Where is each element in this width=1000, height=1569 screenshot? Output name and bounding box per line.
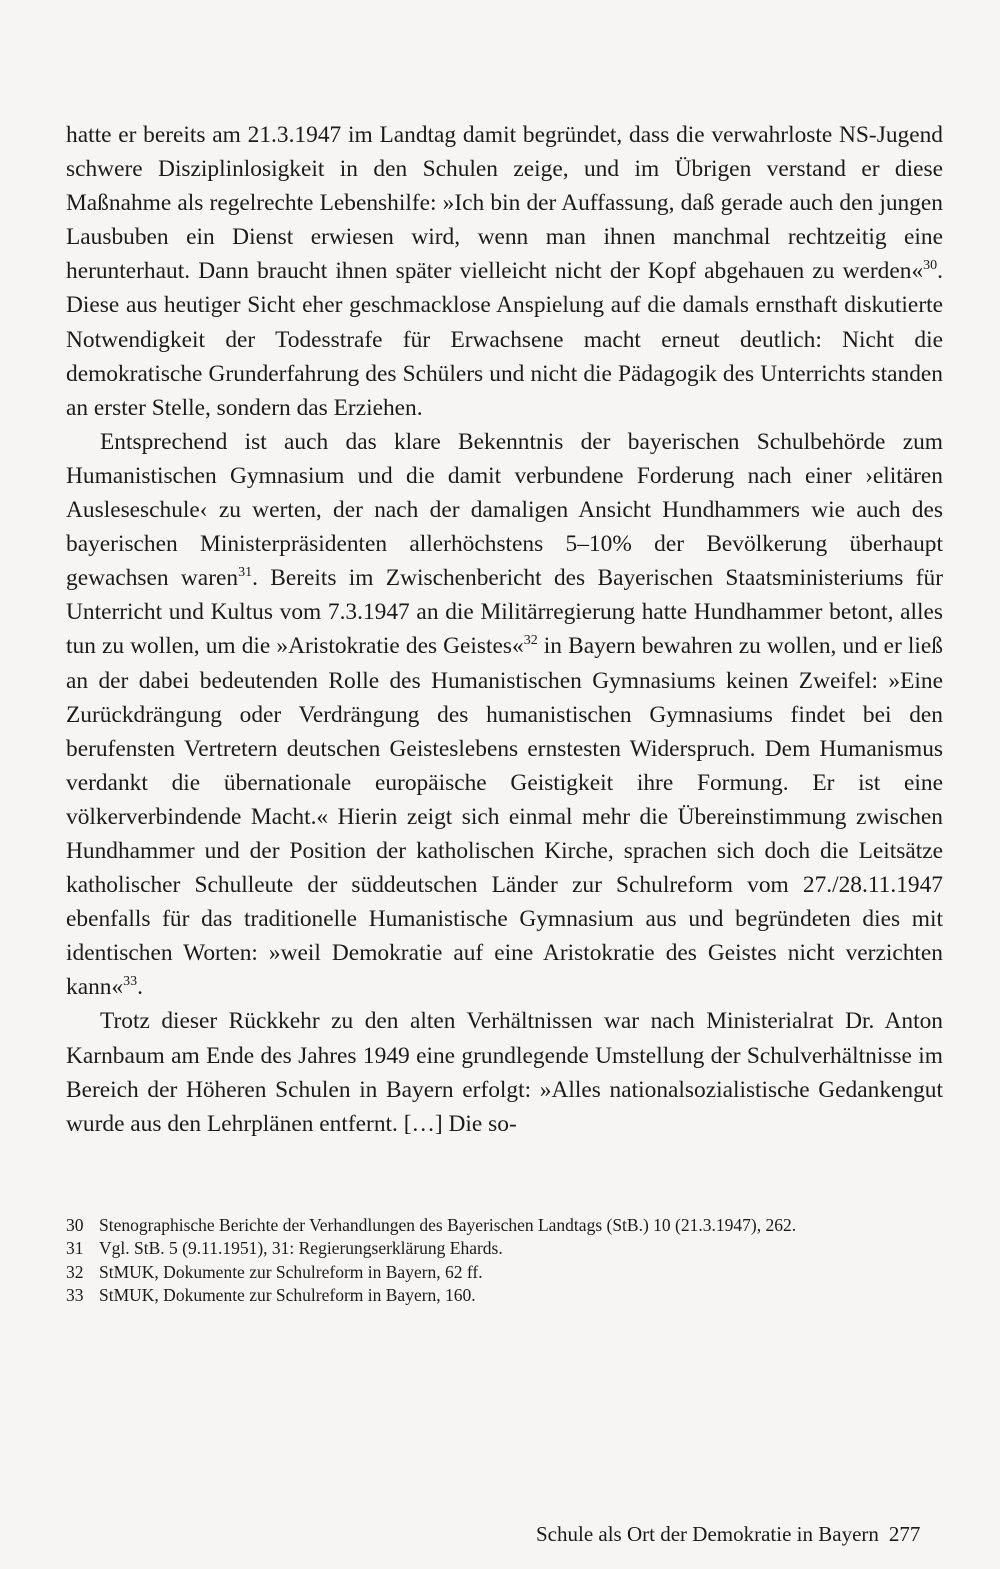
footnote-text: StMUK, Dokumente zur Schulreform in Bayern, 62 ff. [99,1261,483,1282]
main-text [66,118,943,1141]
footnote [66,1237,946,1260]
running-title: Schule als Ort der Demokratie in Bayern [536,1522,879,1546]
footnote-number: 32 [66,1261,84,1282]
footnote-number: 31 [66,1238,84,1259]
footnote [66,1261,946,1284]
footnote-text: StMUK, Dokumente zur Schulreform in Bayern, 160. [99,1284,476,1305]
paragraph-2 [66,425,943,1005]
text-run: in Bayern bewahren zu wollen, und er ließ an der dabei bedeutenden Rolle des Humanistischen Gymnasiums keinen Zweifel: »Eine Zurückdrängung oder Verdrängung des humanistischen Gymnasiums findet bei den berufensten Vertretern deutschen Geisteslebens ernstesten Widerspruch. Dem Humanismus verdankt die übernationale europäische Geistigkeit ihre Formung. Er ist eine völkerverbindende Macht.« Hierin zeigt sich einmal mehr die Übereinstimmung zwischen Hundhammer und der Position der katholischen Kirche, sprachen sich doch die Leitsätze katholischer Schulleute der süddeutschen Länder zur Schulreform vom 27./28.11.1947 ebenfalls für das traditionelle Humanistische Gymnasium aus und begründeten dies mit identischen Worten: »weil Demokratie auf eine Aristokratie des Geistes nicht verzichten kann« [66,633,943,1001]
footnote-ref: 31 [238,565,253,581]
running-footer [536,1520,946,1548]
paragraph-1 [66,118,943,425]
paragraph-3 [66,1004,943,1140]
text-run: Trotz dieser Rückkehr zu den alten Verhältnissen war nach Ministerialrat Dr. Anton Karnbaum am Ende des Jahres 1949 eine grundlegende Umstellung der Schulverhältnisse im Bereich der Höheren Schulen in Bayern erfolgt: »Alles nationalsozialistische Gedankengut wurde aus den Lehrplänen entfernt. […] Die so- [66,1008,943,1137]
footnote-ref: 33 [123,974,138,990]
text-run: . [137,974,144,1001]
footnote-number: 30 [66,1215,84,1235]
footnote-ref: 32 [523,633,538,649]
text-run: . Bereits im Zwischenbericht des Bayerischen Staatsministeriums für Unterricht und Kultus vom 7.3.1947 an die Militärregierung hatte Hundhammer betont, alles tun zu wollen, um die »Aristokratie des Geistes« [66,565,943,660]
page-number: 277 [888,1522,921,1546]
text-run: hatte er bereits am 21.3.1947 im Landtag damit begründet, dass die verwahrloste NS-Jugend schwere Disziplinlosigkeit in den Schulen zeige, und im Übrigen verstand er diese Maßnahme als regelrechte Lebenshilfe: »Ich bin der Auffassung, daß gerade auch den jungen Lausbuben ein Dienst erwiesen wird, wenn man ihnen manchmal rechtzeitig eine herunterhaut. Dann braucht ihnen später vielleicht nicht der Kopf abgehauen zu werden« [66,122,943,285]
footnote [66,1284,946,1307]
text-run: . Diese aus heutiger Sicht eher geschmacklose Anspielung auf die damals ernsthaft diskutierte Notwendigkeit der Todesstrafe für Erwachsene macht erneut deutlich: Nicht die demokratische Grunderfahrung des Schülers und nicht die Pädagogik des Unterrichts standen an erster Stelle, sondern das Erziehen. [66,258,943,421]
text-run: Entsprechend ist auch das klare Bekenntnis der bayerischen Schulbehörde zum Humanistischen Gymnasium und die damit verbundene Forderung nach einer ›elitären Ausleseschule‹ zu werten, der nach der damaligen Ansicht Hundhammers wie auch des bayerischen Ministerpräsidenten allerhöchstens 5–10% der Bevölkerung überhaupt gewachsen waren [66,428,943,592]
footnote-number: 33 [66,1284,84,1305]
footnote-text: Stenographische Berichte der Verhandlungen des Bayerischen Landtags (StB.) 10 (21.3.1947), 262. [99,1215,797,1235]
footnote-ref: 30 [923,258,938,274]
footnote-text: Vgl. StB. 5 (9.11.1951), 31: Regierungserklärung Ehards. [99,1238,503,1259]
footnotes [66,1214,946,1307]
footnote [66,1214,946,1237]
